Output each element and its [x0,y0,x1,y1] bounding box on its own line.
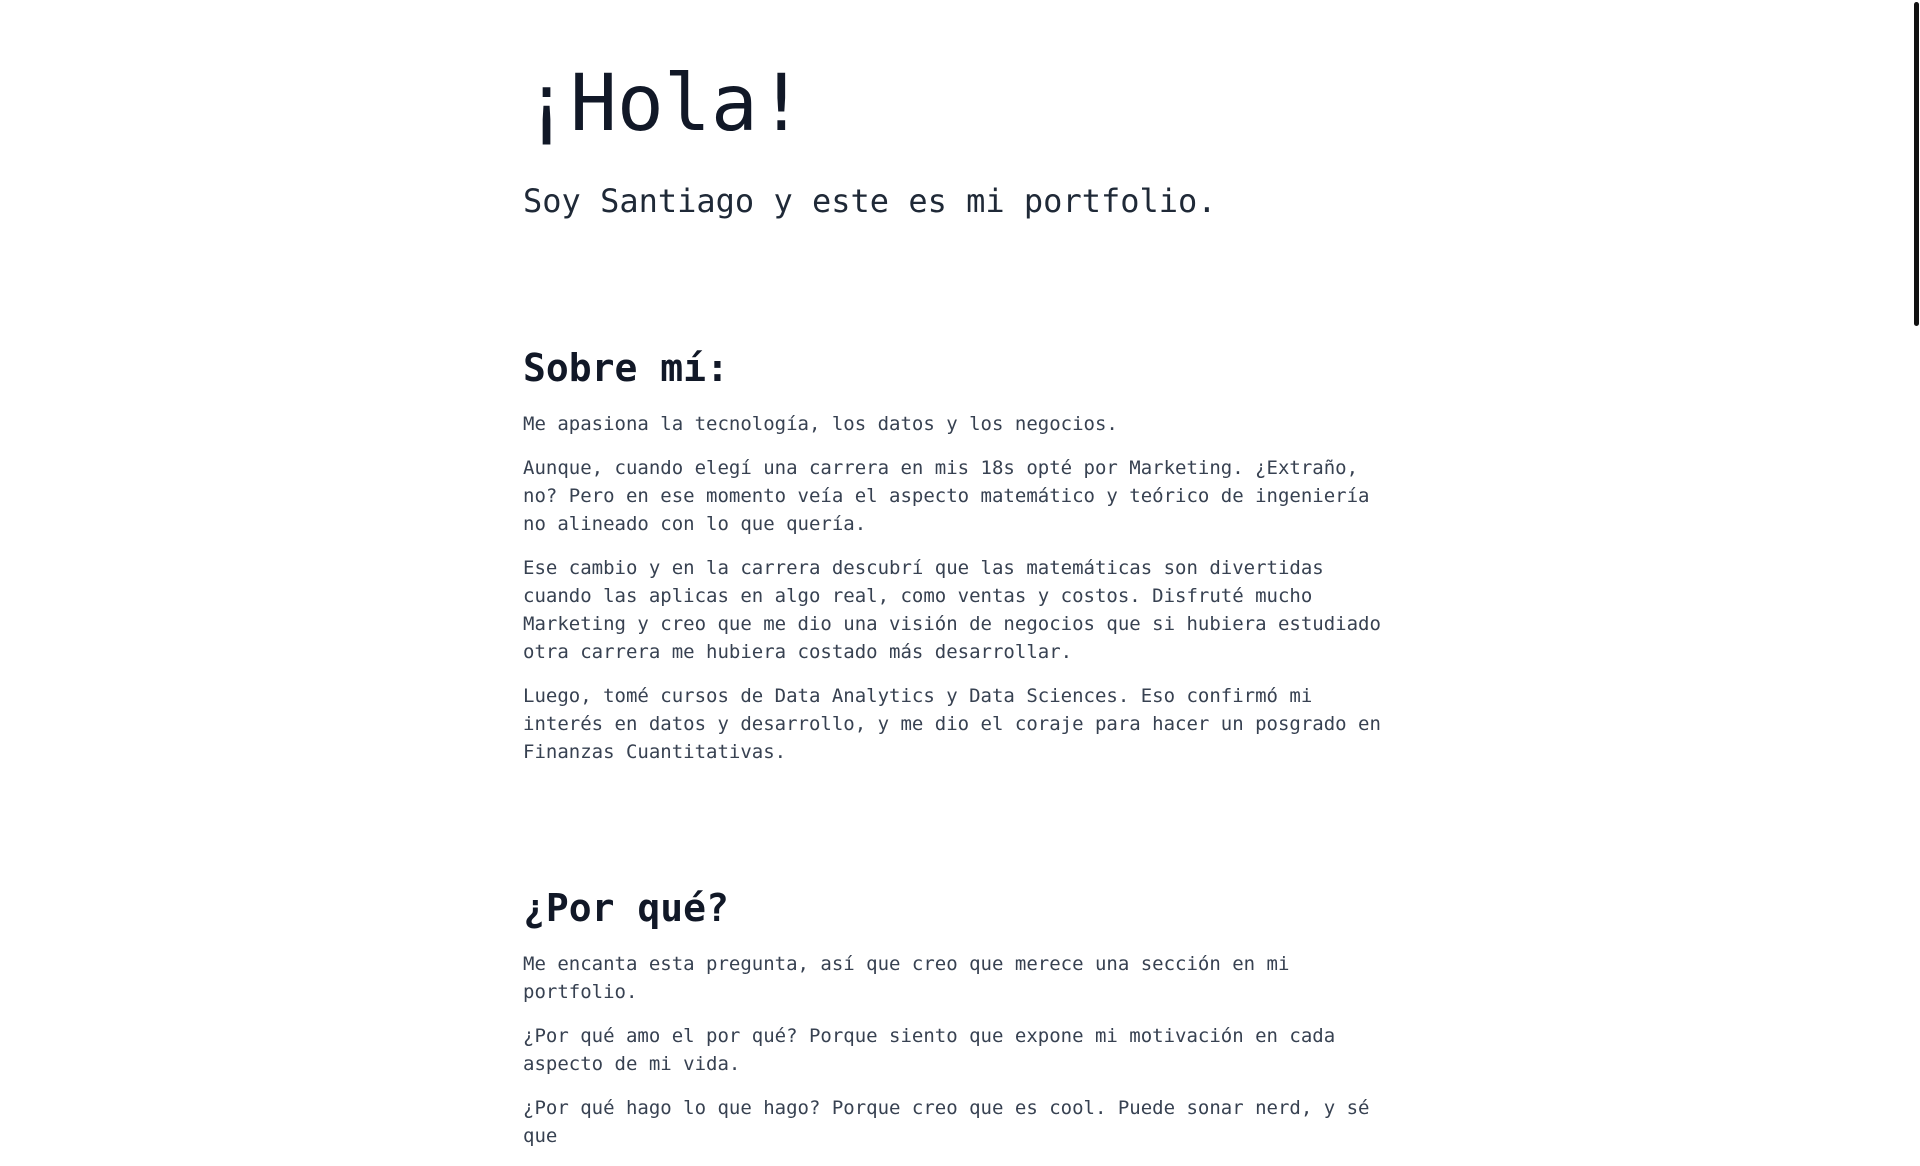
why-paragraph: Me encanta esta pregunta, así que creo que merece una sección en mi portfolio. [523,953,1290,1003]
hero-subtitle: Soy Santiago y este es mi portfolio. [523,182,1217,220]
about-paragraph: Me apasiona la tecnología, los datos y los negocios. [523,413,1118,435]
about-paragraph: Ese cambio y en la carrera descubrí que las matemáticas son divertidas cuando las aplicas en algo real, como ventas y costos. Disfruté mucho Marketing y creo que me dio una visión de negocios que si hubiera estudiado otra carrera me hubiera costado más desarrollar. [523,557,1381,663]
why-paragraph: ¿Por qué hago lo que hago? Porque creo que es cool. Puede sonar nerd, y sé que [523,1097,1370,1147]
about-paragraph: Aunque, cuando elegí una carrera en mis 18s opté por Marketing. ¿Extraño, no? Pero en ese momento veía el aspecto matemático y teórico de ingeniería no alineado con lo que quería. [523,457,1370,535]
about-section [523,346,1393,782]
why-paragraph: ¿Por qué amo el por qué? Porque siento que expone mi motivación en cada aspecto de mi vida. [523,1025,1336,1075]
about-heading: Sobre mí: [523,346,729,390]
hero-title: ¡Hola! [523,59,805,149]
scrollbar-thumb[interactable] [1914,2,1919,326]
why-section [523,886,1393,1166]
why-heading: ¿Por qué? [523,886,729,930]
about-paragraph: Luego, tomé cursos de Data Analytics y Data Sciences. Eso confirmó mi interés en datos y desarrollo, y me dio el coraje para hacer un posgrado en Finanzas Cuantitativas. [523,685,1381,763]
vertical-scrollbar[interactable] [1912,0,1920,1080]
